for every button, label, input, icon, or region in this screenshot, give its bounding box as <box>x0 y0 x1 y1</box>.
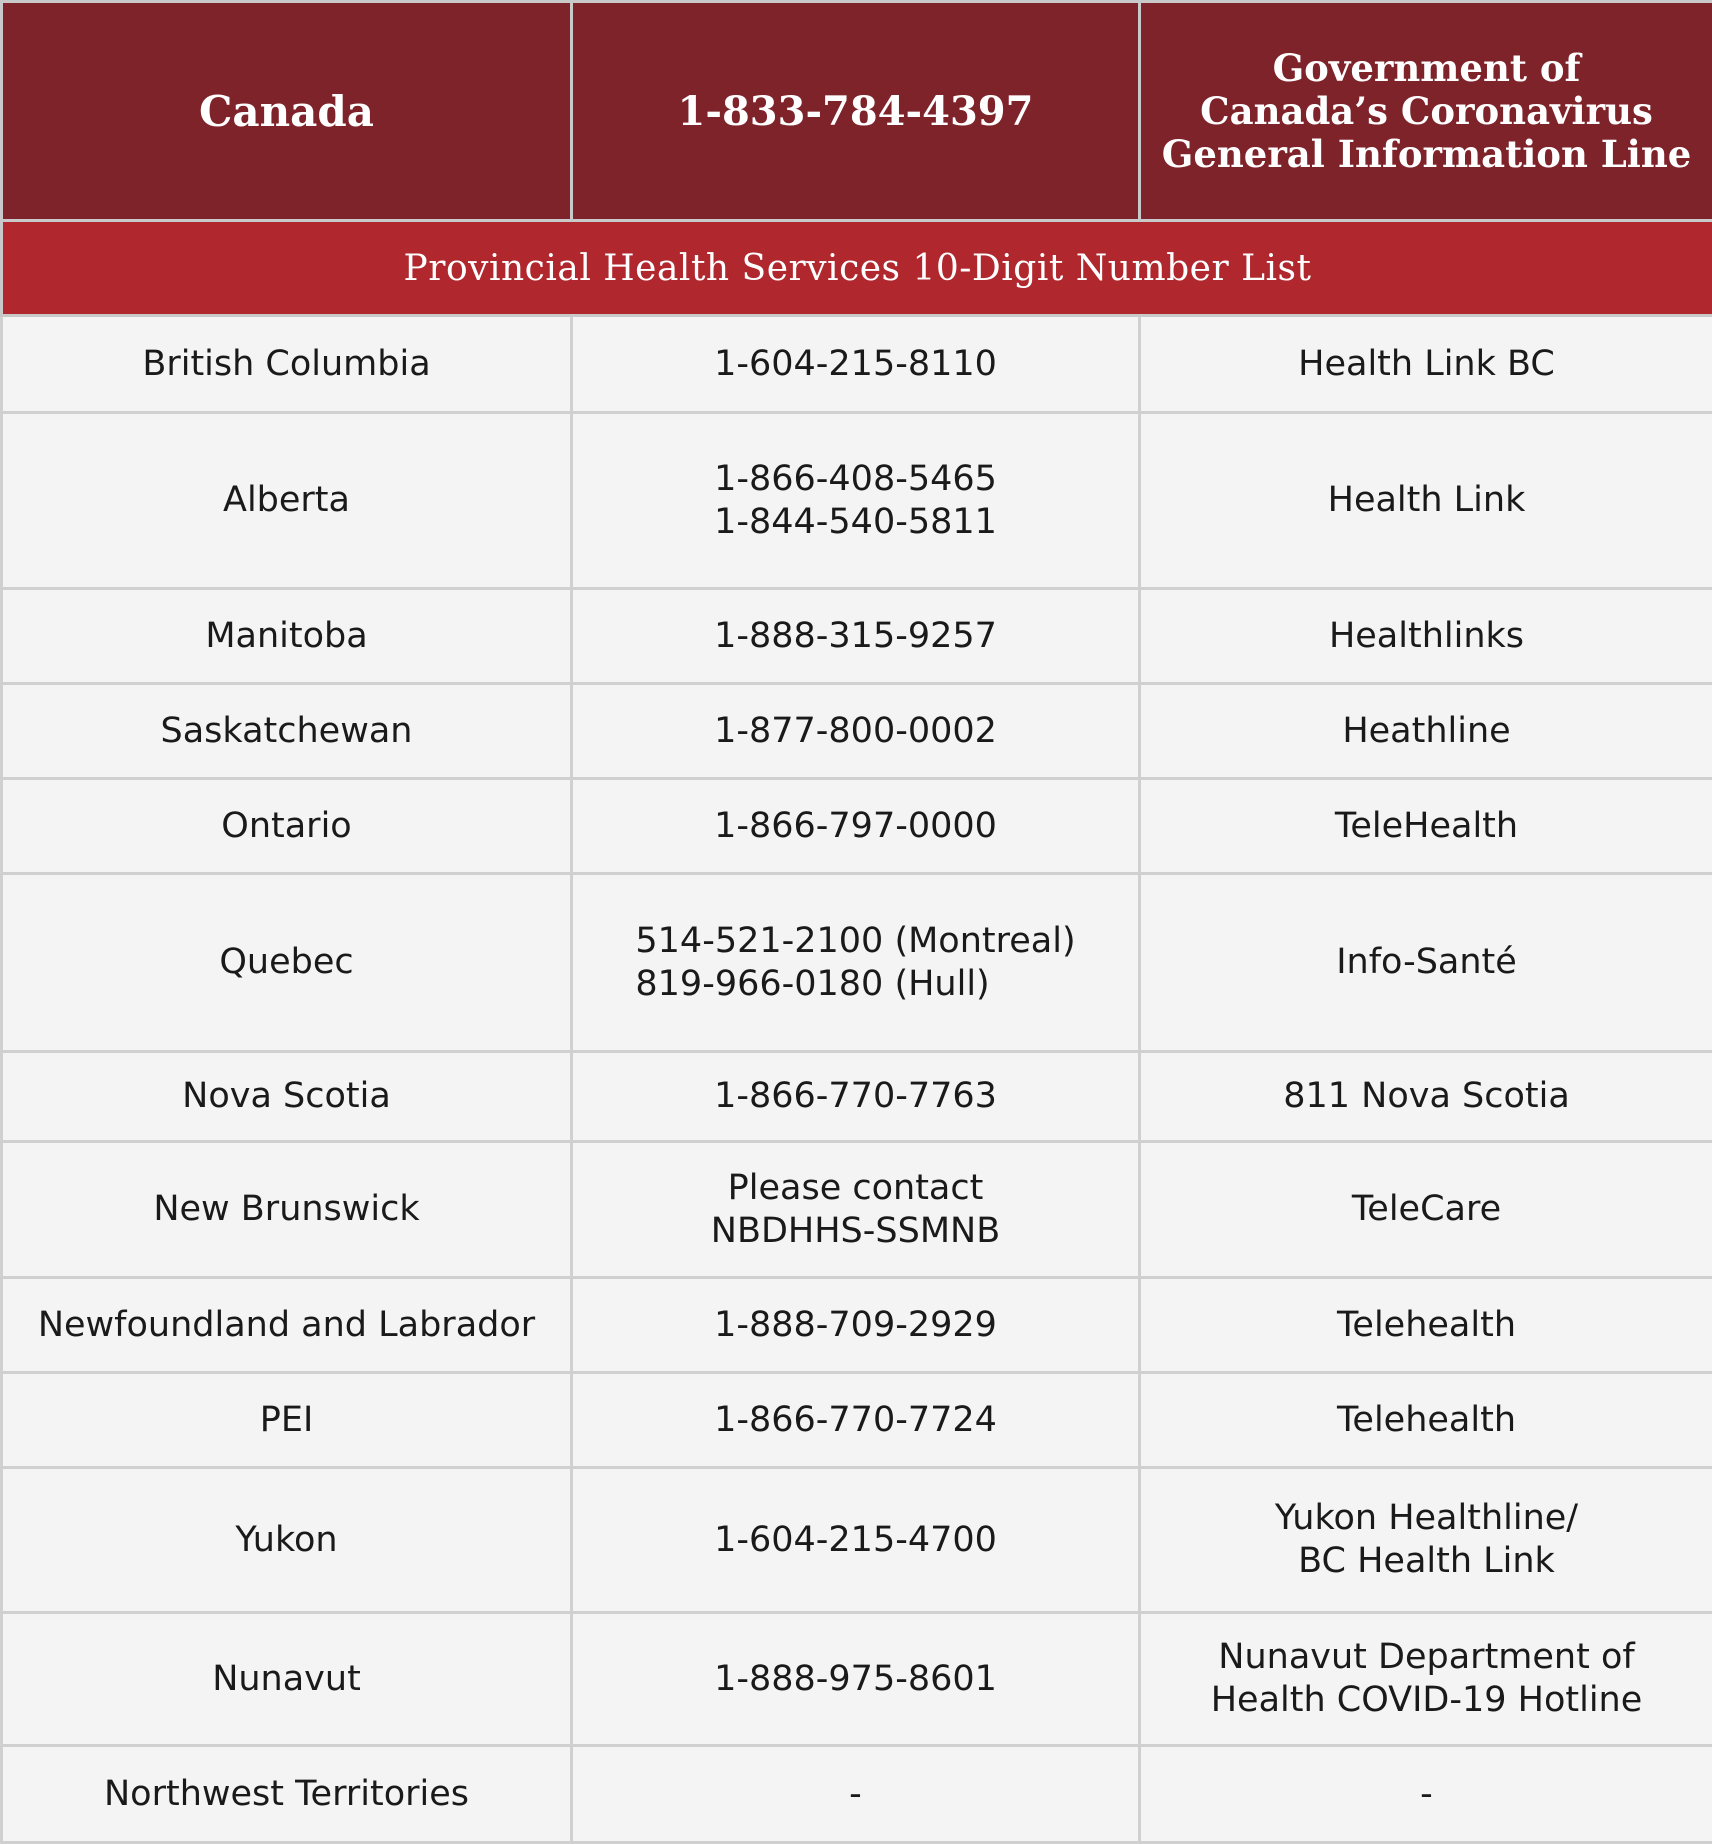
province-cell: Alberta <box>2 413 572 589</box>
table-body <box>2 316 1712 1843</box>
service-cell <box>1140 874 1712 1052</box>
phone-number: 1-888-709-2929 <box>583 1304 1128 1347</box>
phone-number: Please contact <box>583 1167 1128 1210</box>
table-row <box>2 684 1712 779</box>
subheader-title: Provincial Health Services 10-Digit Number List <box>2 221 1712 316</box>
phone-cell <box>572 684 1140 779</box>
header-description-line: Canada’s Coronavirus <box>1151 90 1702 133</box>
phone-lines <box>583 1167 1128 1253</box>
phone-lines <box>583 1773 1128 1816</box>
service-name: BC Health Link <box>1151 1540 1702 1583</box>
phone-lines <box>635 920 1075 1006</box>
table-row <box>2 1373 1712 1468</box>
province-cell: British Columbia <box>2 316 572 413</box>
service-name: - <box>1151 1773 1702 1816</box>
phone-lines <box>583 1519 1128 1562</box>
province-cell: Yukon <box>2 1468 572 1613</box>
service-name: Telehealth <box>1151 1399 1702 1442</box>
service-cell <box>1140 589 1712 684</box>
table-row <box>2 1052 1712 1142</box>
table-row <box>2 1746 1712 1843</box>
service-cell <box>1140 1142 1712 1278</box>
table-row <box>2 316 1712 413</box>
phone-number: 1-877-800-0002 <box>583 710 1128 753</box>
table-row <box>2 779 1712 874</box>
phone-number: NBDHHS-SSMNB <box>583 1210 1128 1253</box>
service-cell <box>1140 316 1712 413</box>
phone-number: 1-888-315-9257 <box>583 615 1128 658</box>
province-cell: Manitoba <box>2 589 572 684</box>
table-row <box>2 413 1712 589</box>
service-cell <box>1140 1052 1712 1142</box>
header-description <box>1140 2 1712 221</box>
phone-number: 1-604-215-8110 <box>583 343 1128 386</box>
service-name: 811 Nova Scotia <box>1151 1075 1702 1118</box>
service-cell <box>1140 1746 1712 1843</box>
service-cell <box>1140 413 1712 589</box>
phone-cell <box>572 1373 1140 1468</box>
phone-cell <box>572 1613 1140 1746</box>
phone-lines <box>583 343 1128 386</box>
phone-lines <box>583 1304 1128 1347</box>
header-country: Canada <box>2 2 572 221</box>
phone-number: 1-844-540-5811 <box>583 501 1128 544</box>
phone-lines <box>583 710 1128 753</box>
header-description-line: Government of <box>1151 47 1702 90</box>
province-cell: Saskatchewan <box>2 684 572 779</box>
phone-lines <box>583 1075 1128 1118</box>
service-name: TeleCare <box>1151 1188 1702 1231</box>
province-cell: Nunavut <box>2 1613 572 1746</box>
province-cell: Ontario <box>2 779 572 874</box>
phone-lines <box>583 458 1128 544</box>
province-cell: Northwest Territories <box>2 1746 572 1843</box>
phone-number: 1-604-215-4700 <box>583 1519 1128 1562</box>
service-cell <box>1140 1278 1712 1373</box>
header-description-line: General Information Line <box>1151 133 1702 176</box>
service-cell <box>1140 1613 1712 1746</box>
phone-number: 1-866-797-0000 <box>583 805 1128 848</box>
province-cell: Newfoundland and Labrador <box>2 1278 572 1373</box>
table-row <box>2 1613 1712 1746</box>
phone-lines <box>583 805 1128 848</box>
province-cell: PEI <box>2 1373 572 1468</box>
service-name: TeleHealth <box>1151 805 1702 848</box>
service-name: Yukon Healthline/ <box>1151 1497 1702 1540</box>
service-cell <box>1140 1468 1712 1613</box>
phone-number: 819-966-0180 (Hull) <box>635 963 1075 1006</box>
province-cell: Nova Scotia <box>2 1052 572 1142</box>
header-phone: 1-833-784-4397 <box>572 2 1140 221</box>
phone-cell <box>572 1052 1140 1142</box>
table-row <box>2 874 1712 1052</box>
service-name: Health COVID-19 Hotline <box>1151 1679 1702 1722</box>
phone-number: 1-888-975-8601 <box>583 1658 1128 1701</box>
service-name: Info-Santé <box>1151 941 1702 984</box>
service-cell <box>1140 779 1712 874</box>
table-row <box>2 1278 1712 1373</box>
service-name: Health Link <box>1151 479 1702 522</box>
table-subheader-row <box>2 221 1712 316</box>
service-cell <box>1140 1373 1712 1468</box>
phone-cell <box>572 1142 1140 1278</box>
phone-cell <box>572 413 1140 589</box>
service-name: Nunavut Department of <box>1151 1636 1702 1679</box>
phone-cell <box>572 1468 1140 1613</box>
service-name: Health Link BC <box>1151 343 1702 386</box>
phone-number: - <box>583 1773 1128 1816</box>
service-name: Healthlinks <box>1151 615 1702 658</box>
phone-cell <box>572 1278 1140 1373</box>
phone-cell <box>572 589 1140 684</box>
service-name: Heathline <box>1151 710 1702 753</box>
phone-lines <box>583 1399 1128 1442</box>
phone-cell <box>572 874 1140 1052</box>
table-row <box>2 1142 1712 1278</box>
phone-cell <box>572 316 1140 413</box>
service-name: Telehealth <box>1151 1304 1702 1347</box>
phone-cell <box>572 1746 1140 1843</box>
province-cell: New Brunswick <box>2 1142 572 1278</box>
phone-lines <box>583 615 1128 658</box>
service-cell <box>1140 684 1712 779</box>
table-row <box>2 1468 1712 1613</box>
phone-number: 1-866-770-7724 <box>583 1399 1128 1442</box>
table-row <box>2 589 1712 684</box>
phone-number: 1-866-770-7763 <box>583 1075 1128 1118</box>
table-main-header-row <box>2 2 1712 221</box>
phone-number: 514-521-2100 (Montreal) <box>635 920 1075 963</box>
phone-lines <box>583 1658 1128 1701</box>
phone-cell <box>572 779 1140 874</box>
province-cell: Quebec <box>2 874 572 1052</box>
phone-number: 1-866-408-5465 <box>583 458 1128 501</box>
